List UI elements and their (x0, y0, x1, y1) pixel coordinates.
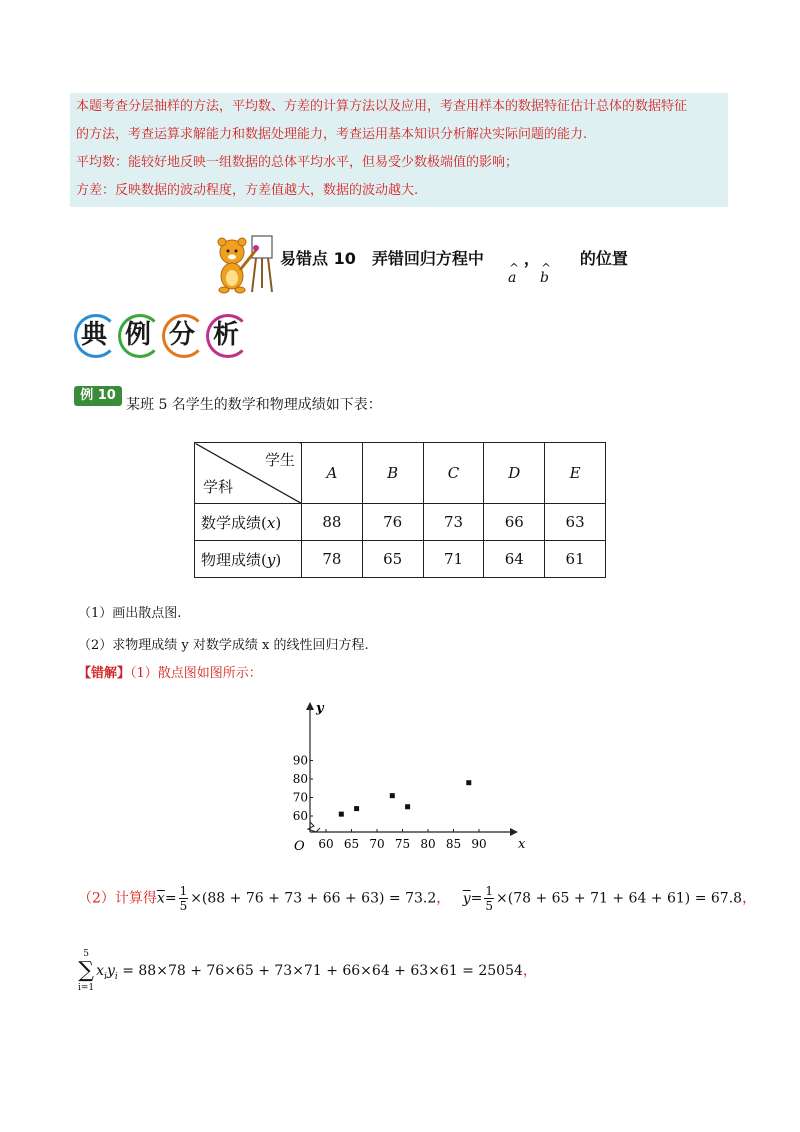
y-tick-label: 80 (292, 772, 308, 786)
table-cell: 88 (302, 504, 363, 541)
student-header: D (484, 443, 545, 504)
table-cell: 65 (362, 541, 423, 578)
title-prefix: 易错点 10 弄错回归方程中 (280, 249, 484, 268)
x-tick-label: 90 (471, 837, 487, 851)
x-axis-arrow-icon (510, 828, 518, 836)
y-bar: $\overline{y}$ (462, 890, 471, 907)
scatter-point (339, 812, 344, 817)
b-hat-symbol: ^ b (540, 261, 552, 286)
diag-bottom-label: 学科 (203, 478, 234, 496)
sigma-symbol: 5 ∑ i=1 (78, 949, 95, 993)
x-axis-label: x (518, 837, 526, 852)
x-tick-label: 65 (343, 837, 360, 851)
example-analysis-banner (74, 314, 246, 358)
mean-formula-line: （2）计算得$\overline{x}=$ $\frac{1}{5}$ ×(88 + 76 + 73 + 66 + 63) = 73.2， $\overline{y}=$ $\frac{1}{5}$ ×(78 + 65 + 71 + 64 + 61) = 67.8， (78, 884, 757, 913)
banner-char-3: 分 (162, 314, 202, 356)
scores-table (194, 442, 606, 578)
note-line-3: 平均数：能较好地反映一组数据的总体平均水平，但易受少数极端值的影响； (76, 155, 519, 170)
scatter-point (405, 804, 410, 809)
table-cell: 73 (423, 504, 484, 541)
scatter-plot (286, 698, 526, 858)
banner-char-1: 典 (74, 314, 114, 356)
table-cell: 64 (484, 541, 545, 578)
wrong-solution-text: （1）散点图如图所示： (130, 666, 262, 681)
student-header: C (423, 443, 484, 504)
x-mean-expression: ×(88 + 76 + 73 + 66 + 63) = 73.2 (190, 890, 437, 907)
table-cell: 63 (545, 504, 606, 541)
y-tick-label: 90 (292, 753, 308, 768)
section-title (280, 246, 628, 269)
a-hat-symbol: ^ a (508, 261, 520, 286)
analysis-note-box (70, 93, 728, 207)
example-badge: 例 10 (74, 386, 122, 406)
question-1: （1）画出散点图. (78, 606, 182, 621)
section-heading (208, 232, 638, 296)
y-tick-label: 70 (292, 790, 308, 805)
note-line-2: 的方法，考查运算求解能力和数据处理能力，考查运用基本知识分析解决实际问题的能力. (76, 127, 588, 142)
ring-icon (118, 314, 162, 358)
note-line-1: 本题考查分层抽样的方法，平均数、方差的计算方法以及应用，考查用样本的数据特征估计总体的数据特征 (76, 99, 688, 114)
banner-char-4: 析 (206, 314, 246, 356)
origin-label: O (294, 839, 305, 854)
table-row (195, 541, 606, 578)
fraction: $\frac{1}{5}$ (179, 884, 188, 913)
fraction: $\frac{1}{5}$ (485, 884, 494, 913)
note-line-4: 方差：反映数据的波动程度，方差值越大，数据的波动越大. (76, 183, 419, 198)
bear-mascot-icon (208, 232, 280, 296)
title-suffix: 的位置 (579, 249, 628, 268)
scatter-point (390, 793, 395, 798)
table-cell: 71 (423, 541, 484, 578)
table-cell: 78 (302, 541, 363, 578)
ring-icon (162, 314, 206, 358)
sum-expression: = 88×78 + 76×65 + 73×71 + 66×64 + 63×61 = 25054 (122, 963, 523, 979)
table-cell: 61 (545, 541, 606, 578)
table-cell: 76 (362, 504, 423, 541)
diagonal-header-cell (195, 443, 302, 504)
formula-prefix: （2）计算得 (78, 890, 157, 907)
sum-formula-line: 5 ∑ i=1 $x_iy_i = 88\times 78 + 76\times 65 + 73\times 71 + 66\times 64 + 63\times 61 = 25054$， (78, 949, 537, 993)
scatter-point (354, 806, 359, 811)
row-label: 物理成绩(y) (195, 541, 302, 578)
diag-top-label: 学生 (264, 451, 295, 469)
y-axis-label: y (316, 701, 324, 716)
title-comma: ， (523, 249, 540, 268)
table-header-row (195, 443, 606, 504)
x-tick-label: 60 (318, 837, 334, 851)
table-cell: 66 (484, 504, 545, 541)
table-row (195, 504, 606, 541)
example-text: 某班 5 名学生的数学和物理成绩如下表： (126, 397, 382, 413)
y-tick-label: 60 (292, 809, 308, 823)
y-axis-arrow-icon (306, 702, 314, 710)
x-tick-label: 80 (420, 837, 436, 851)
wrong-solution-label: 【错解】 (78, 666, 131, 681)
student-header: A (302, 443, 363, 504)
ring-icon (206, 314, 250, 358)
y-mean-expression: ×(78 + 65 + 71 + 64 + 61) = 67.8 (496, 890, 743, 907)
x-tick-label: 70 (369, 837, 385, 851)
scatter-point (466, 780, 471, 785)
x-tick-label: 75 (394, 837, 411, 851)
x-bar: $\overline{x}$ (156, 890, 165, 907)
banner-char-2: 例 (118, 314, 158, 356)
student-header: E (545, 443, 606, 504)
question-2: （2）求物理成绩 y 对数学成绩 x 的线性回归方程. (78, 638, 369, 653)
x-tick-label: 85 (445, 837, 462, 851)
student-header: B (362, 443, 423, 504)
ring-icon (74, 314, 118, 358)
wrong-solution-line (78, 662, 262, 681)
row-label: 数学成绩(x) (195, 504, 302, 541)
